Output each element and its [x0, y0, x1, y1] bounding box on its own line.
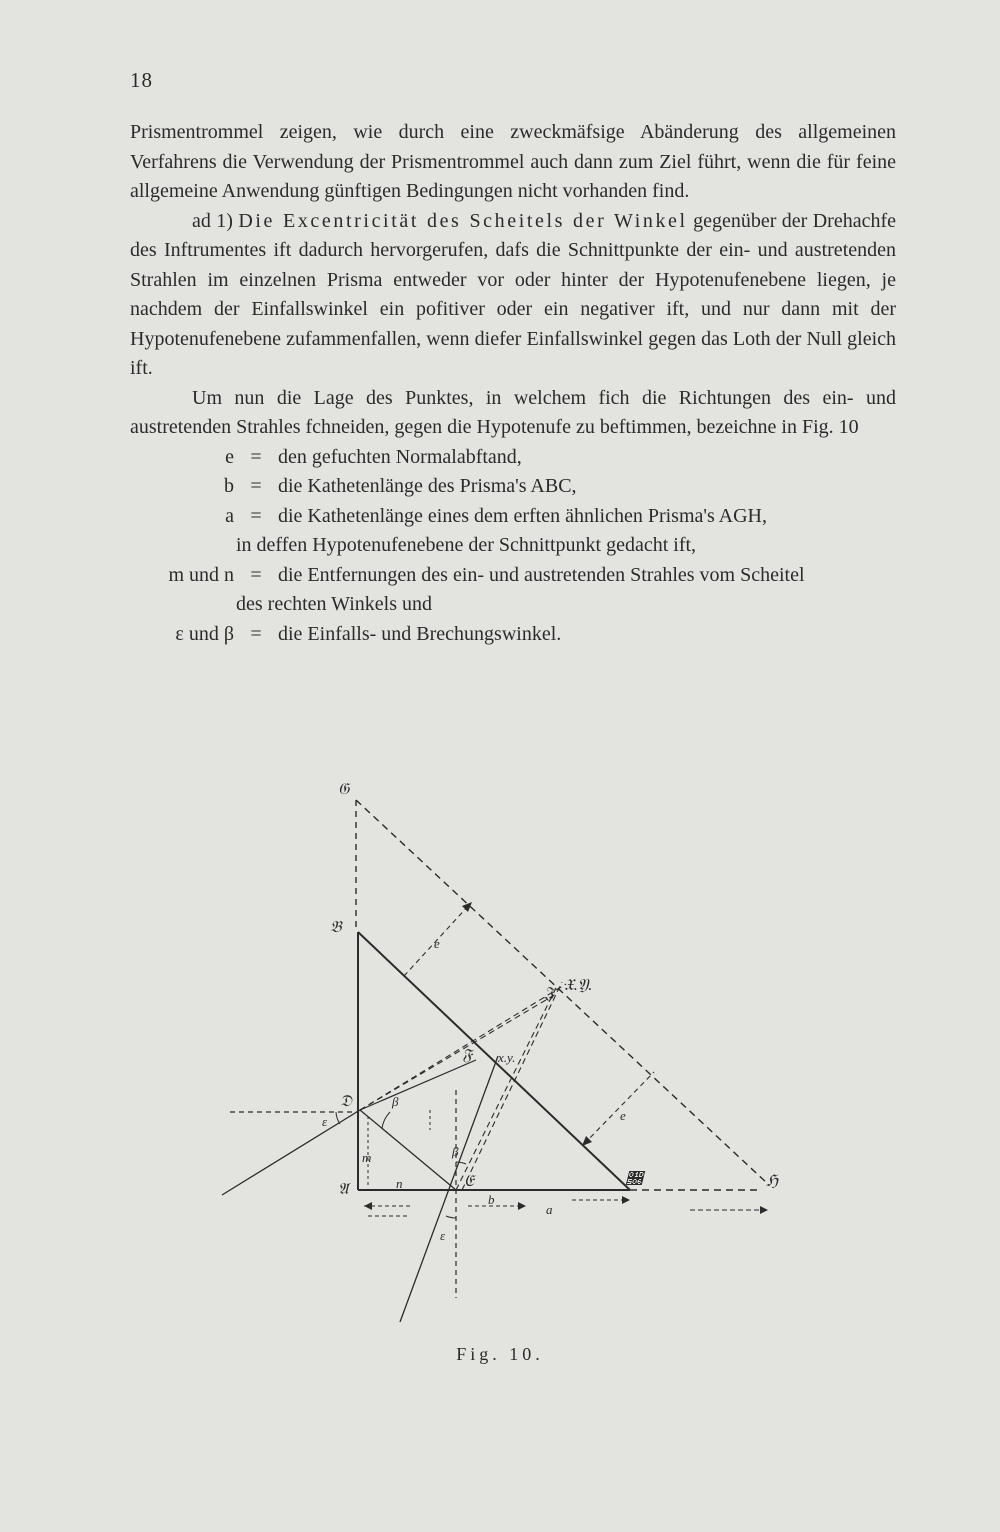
angle-arc-beta-2 [456, 1162, 466, 1164]
definition-text: die Kathetenlänge des Prisma's ABC, [278, 475, 577, 497]
definition-symbol: b [224, 475, 234, 497]
page-number: 18 [130, 68, 153, 92]
distance-e-lower [584, 1072, 654, 1144]
definition-equals: = [250, 563, 262, 586]
label-beta-2: β [452, 1144, 459, 1159]
label-A: 𝔄 [338, 1181, 349, 1198]
label-e-lower: e [620, 1108, 626, 1123]
definition-item [130, 561, 896, 591]
label-E: 𝔈 [464, 1173, 474, 1190]
definition-equals: = [250, 622, 262, 645]
definition-equals: = [250, 475, 262, 497]
definition-symbol: m und n [168, 563, 234, 586]
definition-continuation: des rechten Winkels und [236, 593, 432, 615]
label-B: 𝔅 [330, 919, 342, 936]
definition-continuation: in deffen Hypotenufenebene der Schnittpunkt gedacht ift, [236, 534, 697, 556]
label-C: 𝔆 [626, 1171, 642, 1188]
definition-text: den gefuchten Normalabftand, [278, 445, 522, 468]
definition-text: die Einfalls- und Brechungswinkel. [278, 622, 562, 645]
label-G: 𝔊 [338, 781, 350, 798]
figure-10 [0, 770, 1000, 1330]
label-e-upper: e [434, 936, 440, 951]
arrowhead-a [622, 1196, 630, 1204]
definition-equals: = [250, 504, 262, 527]
label-epsilon-1: ε [322, 1114, 328, 1129]
label-a: a [546, 1202, 553, 1217]
angle-arc-eps-2 [446, 1216, 456, 1218]
definition-symbol: a [225, 504, 234, 527]
definition-list [130, 443, 896, 650]
label-J: 𝔍 [544, 985, 554, 1002]
paragraph-1: Prismentrommel zeigen, wie durch eine zweckmäfsige Abänderung des allgemeinen Verfahrens die Verwendung der Prismentrommel auch dann zum Ziel führt, wenn die für feine allgemeine Anwendung günftigen Bedingungen nicht vorhanden find. [130, 121, 896, 202]
definition-item [130, 443, 896, 473]
definition-equals: = [250, 445, 262, 468]
definition-item [130, 472, 896, 502]
definition-text: die Kathetenlänge eines dem erften ähnlichen Prisma's AGH, [278, 504, 768, 527]
angle-arc-beta-1 [382, 1112, 390, 1128]
label-F: 𝔉 [462, 1047, 473, 1064]
label-b: b [488, 1192, 495, 1207]
definition-text: die Entfernungen des ein- und austretenden Strahles vom Scheitel [278, 563, 805, 586]
definition-item [130, 620, 896, 650]
definition-symbol: ε und β [175, 622, 234, 645]
label-m: m [362, 1150, 372, 1165]
label-D: 𝔇 [340, 1093, 352, 1110]
hypotenuse-BC [358, 932, 630, 1190]
arrowhead-far [760, 1206, 768, 1214]
label-epsilon-2: ε [440, 1228, 446, 1243]
prism-diagram [0, 770, 1000, 1330]
arrowhead-n [364, 1202, 372, 1210]
paragraph-2-lead: ad 1) [192, 209, 239, 232]
refracted-ray [360, 1110, 456, 1190]
paragraph-2-rest: gegenüber der Drehachfe des Inftrumentes ift dadurch hervorgerufen, dafs die Schnittpunkte der ein- und austretenden Strahlen im einzelnen Prisma entweder vor oder hinter der Hypotenufenebene liegen, je nachdem der Einfallswinkel ein pofitiver oder ein negativer ift, und nur dann mit der Hypotenufenebene zufammenfallen, wenn diefer Einfallswinkel gegen das Loth der Null gleich ift. [130, 209, 896, 379]
ray-E-J-dashed [456, 988, 556, 1190]
label-XY: 𝔛.𝔜. [564, 977, 593, 994]
angle-arc-eps-1 [336, 1112, 340, 1124]
arrowhead-b [518, 1202, 526, 1210]
arrowheads [364, 902, 768, 1214]
definition-item [130, 502, 896, 532]
label-beta-1: β [392, 1094, 399, 1109]
figure-caption: Fig. 10. [456, 1344, 544, 1364]
paragraph-3: Um nun die Lage des Punktes, in welchem fich die Richtungen des ein- und austretenden Strahles fchneiden, gegen die Hypotenufe zu beftimmen, bezeichne in Fig. 10 [130, 386, 896, 438]
body-text [130, 118, 896, 649]
definition-symbol: e [225, 445, 234, 468]
paragraph-2-spaced-phrase: Die Excentricität des Scheitels der Winkel [238, 209, 688, 232]
ray-D-F [360, 1060, 476, 1110]
label-H: ℌ [766, 1173, 779, 1190]
paragraph-2 [130, 207, 896, 384]
label-xy: x.y. [498, 1050, 516, 1065]
label-n: n [396, 1176, 403, 1191]
ray-E-XY-dashed [462, 982, 562, 1190]
